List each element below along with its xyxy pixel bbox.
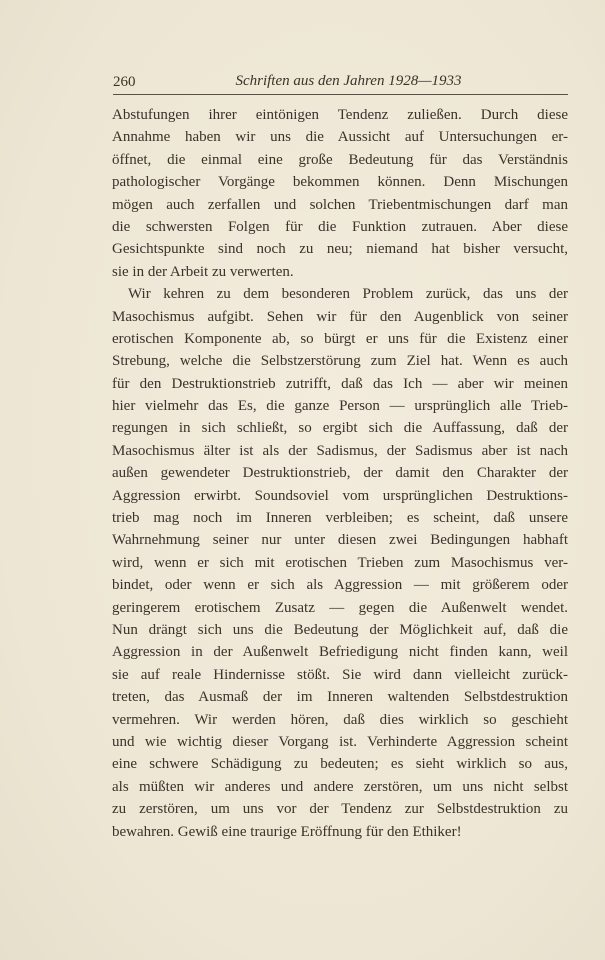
text-line: Masochismus aufgibt. Sehen wir für den Augenblick von seiner [112, 308, 568, 325]
text-line: Nun drängt sich uns die Bedeutung der Möglichkeit auf, daß die [112, 621, 568, 638]
text-line: treten, das Ausmaß der im Inneren waltenden Selbstdestruktion [112, 689, 568, 706]
text-line: vermehren. Wir werden hören, daß dies wirklich so geschieht [112, 711, 568, 728]
text-line: Wir kehren zu dem besonderen Problem zurück, das uns der [128, 286, 568, 303]
text-line: Masochismus älter ist als der Sadismus, der Sadismus aber ist nach [112, 442, 568, 459]
text-line: als müßten wir anderes und andere zerstören, um uns nicht selbst [112, 778, 568, 795]
page-number: 260 [113, 74, 136, 90]
body-text [112, 104, 568, 843]
text-line: mögen auch zerfallen und solchen Triebentmischungen darf man [112, 196, 568, 213]
text-line: Abstufungen ihrer eintönigen Tendenz zuließen. Durch diese [112, 107, 568, 123]
text-line: für den Destruktionstrieb zutrifft, daß das Ich — aber wir meinen [112, 375, 568, 392]
running-title: Schriften aus den Jahren 1928—1933 [235, 73, 462, 89]
text-line: sie auf reale Hindernisse stößt. Sie wird dann vielleicht zurück- [112, 666, 568, 683]
text-line: Annahme haben wir uns die Aussicht auf Untersuchungen er- [112, 129, 568, 146]
text-line: und wie wichtig dieser Vorgang ist. Verhinderte Aggression scheint [112, 733, 568, 750]
page-header [113, 72, 568, 95]
text-line: sie in der Arbeit zu verwerten. [112, 263, 294, 280]
text-line: die schwersten Folgen für die Funktion zutrauen. Aber diese [112, 218, 568, 235]
text-line: hier vielmehr das Es, die ganze Person — ursprünglich alle Trieb- [112, 398, 568, 415]
text-line: bindet, oder wenn er sich als Aggression — mit größerem oder [112, 577, 568, 594]
text-line: öffnet, die einmal eine große Bedeutung für das Verständnis [112, 151, 568, 168]
text-line: Gesichtspunkte sind noch zu neu; niemand hat bisher versucht, [112, 241, 568, 258]
text-line: trieb mag noch im Inneren verbleiben; es scheint, daß unsere [112, 510, 568, 527]
text-line: Aggression in der Außenwelt Befriedigung nicht finden kann, weil [112, 644, 568, 661]
text-line: regungen in sich schließt, so ergibt sich die Auffassung, daß der [112, 420, 568, 437]
text-line: eine schwere Schädigung zu bedeuten; es sieht wirklich so aus, [112, 756, 568, 773]
text-line: zu zerstören, um uns vor der Tendenz zur Selbstdestruktion zu [112, 801, 568, 818]
text-line: erotischen Komponente ab, so bürgt er uns für die Existenz einer [112, 330, 568, 347]
text-line: pathologischer Vorgänge bekommen können. Denn Mischungen [112, 174, 568, 191]
text-line: geringerem erotischem Zusatz — gegen die Außenwelt wendet. [112, 599, 568, 616]
text-line: Aggression erwirbt. Soundsoviel vom ursprünglichen Destruktions- [112, 487, 568, 504]
text-line: bewahren. Gewiß eine traurige Eröffnung für den Ethiker! [112, 823, 462, 840]
text-line: außen gewendeter Destruktionstrieb, der damit den Charakter der [112, 465, 568, 482]
text-line: wird, wenn er sich mit erotischen Trieben zum Masochismus ver- [112, 554, 568, 571]
text-line: Strebung, welche die Selbstzerstörung zum Ziel hat. Wenn es auch [112, 353, 568, 370]
text-line: Wahrnehmung seiner nur unter diesen zwei Bedingungen habhaft [112, 532, 568, 549]
